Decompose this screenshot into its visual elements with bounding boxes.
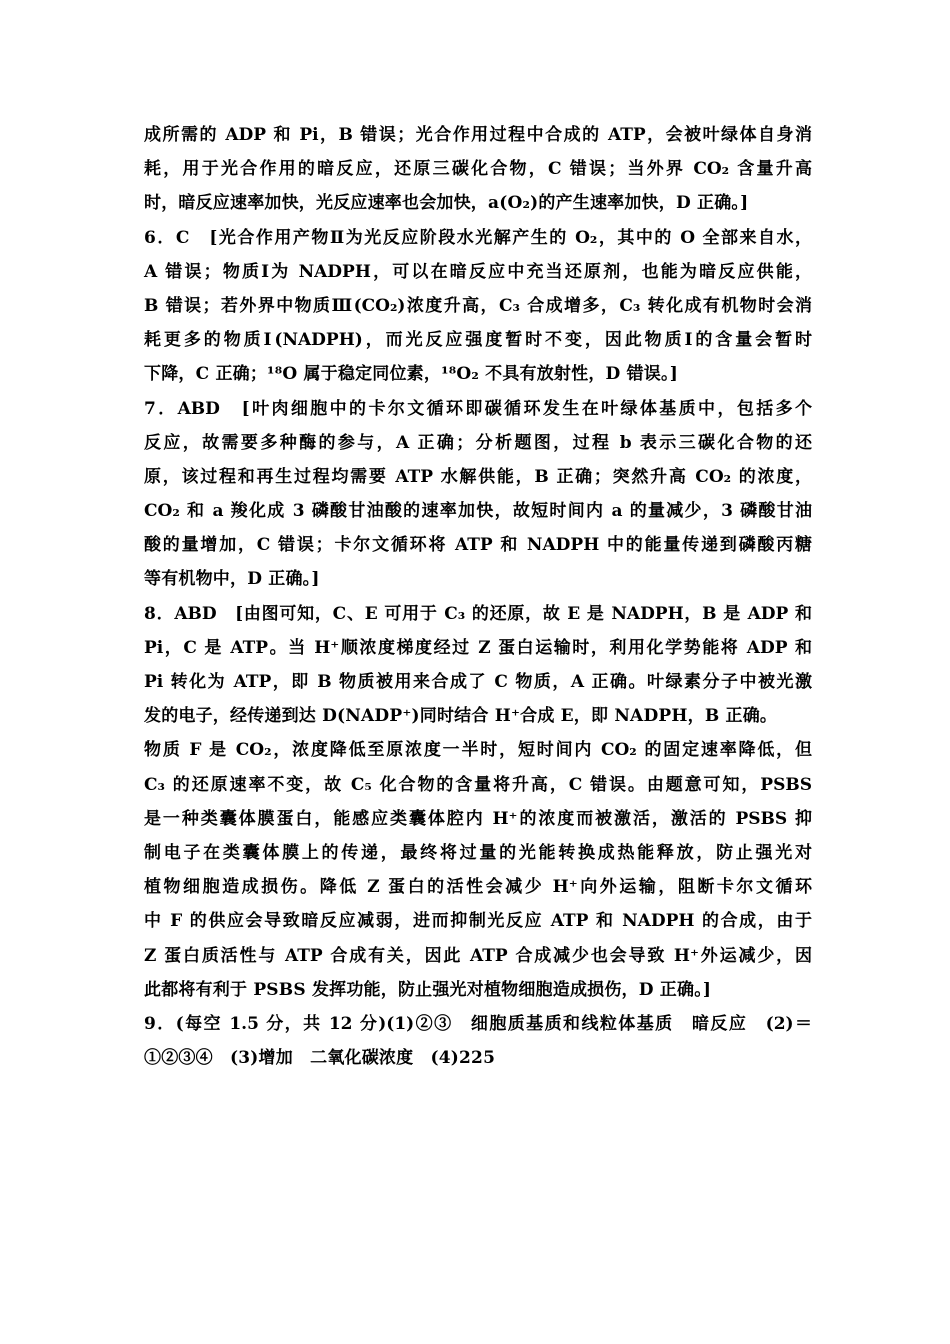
text-line: A 错误；物质Ⅰ为 NADPH，可以在暗反应中充当还原剂，也能为暗反应供能，	[144, 261, 812, 282]
text-line: 发的电子，经传递到达 D(NADP⁺)同时结合 H⁺合成 E，即 NADPH，B 正确。	[144, 706, 778, 727]
text-line: 下降，C 正确；¹⁸O 属于稳定同位素，¹⁸O₂ 不具有放射性，D 错误。]	[144, 364, 678, 385]
text-line: Z 蛋白质活性与 ATP 合成有关，因此 ATP 合成减少也会导致 H⁺外运减少，因	[144, 945, 812, 966]
text-line: 6．C [光合作用产物Ⅱ为光反应阶段水光解产生的 O₂，其中的 O 全部来自水，	[144, 227, 812, 248]
text-line: 植物细胞造成损伤。降低 Z 蛋白的活性会减少 H⁺向外运输，阻断卡尔文循环	[144, 877, 812, 898]
text-line: 耗更多的物质Ⅰ(NADPH)，而光反应强度暂时不变，因此物质Ⅰ的含量会暂时	[144, 330, 812, 351]
answer-text-block	[144, 118, 812, 1075]
text-line: 等有机物中，D 正确。]	[144, 569, 320, 590]
text-line: 7．ABD [叶肉细胞中的卡尔文循环即碳循环发生在叶绿体基质中，包括多个	[144, 398, 812, 419]
text-line: 9．(每空 1.5 分，共 12 分)(1)②③ 细胞质基质和线粒体基质 暗反应 (2)＝	[144, 1013, 812, 1034]
text-line: C₃ 的还原速率不变，故 C₅ 化合物的含量将升高，C 错误。由题意可知，PSBS	[144, 774, 812, 795]
text-line: B 错误；若外界中物质Ⅲ(CO₂)浓度升高，C₃ 合成增多，C₃ 转化成有机物时会消	[144, 295, 812, 316]
text-line: 8．ABD [由图可知，C、E 可用于 C₃ 的还原，故 E 是 NADPH，B 是 ADP 和	[144, 603, 812, 624]
text-line: 耗，用于光合作用的暗反应，还原三碳化合物，C 错误；当外界 CO₂ 含量升高	[144, 159, 812, 180]
text-line: ①②③④ (3)增加 二氧化碳浓度 (4)225	[144, 1048, 496, 1069]
text-line: 制电子在类囊体膜上的传递，最终将过量的光能转换成热能释放，防止强光对	[144, 842, 812, 863]
text-line: 是一种类囊体膜蛋白，能感应类囊体腔内 H⁺的浓度而被激活，激活的 PSBS 抑	[144, 808, 812, 829]
text-line: 时，暗反应速率加快，光反应速率也会加快，a(O₂)的产生速率加快，D 正确。]	[144, 193, 749, 214]
text-line: 物质 F 是 CO₂，浓度降低至原浓度一半时，短时间内 CO₂ 的固定速率降低，但	[144, 740, 812, 761]
text-line: 原，该过程和再生过程均需要 ATP 水解供能，B 正确；突然升高 CO₂ 的浓度，	[144, 466, 812, 487]
text-line: 反应，故需要多种酶的参与，A 正确；分析题图，过程 b 表示三碳化合物的还	[144, 432, 812, 453]
text-line: 酸的量增加，C 错误；卡尔文循环将 ATP 和 NADPH 中的能量传递到磷酸丙糖	[144, 535, 812, 556]
text-line: Pi 转化为 ATP，即 B 物质被用来合成了 C 物质，A 正确。叶绿素分子中被光激	[144, 672, 812, 692]
text-line: CO₂ 和 a 羧化成 3 磷酸甘油酸的速率加快，故短时间内 a 的量减少，3 磷酸甘油	[144, 501, 812, 522]
text-line: 成所需的 ADP 和 Pi，B 错误；光合作用过程中合成的 ATP，会被叶绿体自身消	[144, 125, 812, 145]
text-line: 此都将有利于 PSBS 发挥功能，防止强光对植物细胞造成损伤，D 正确。]	[144, 979, 712, 1000]
text-line: Pi，C 是 ATP。当 H⁺顺浓度梯度经过 Z 蛋白运输时，利用化学势能将 ADP 和	[144, 637, 812, 658]
text-line: 中 F 的供应会导致暗反应减弱，进而抑制光反应 ATP 和 NADPH 的合成，由于	[144, 911, 812, 932]
